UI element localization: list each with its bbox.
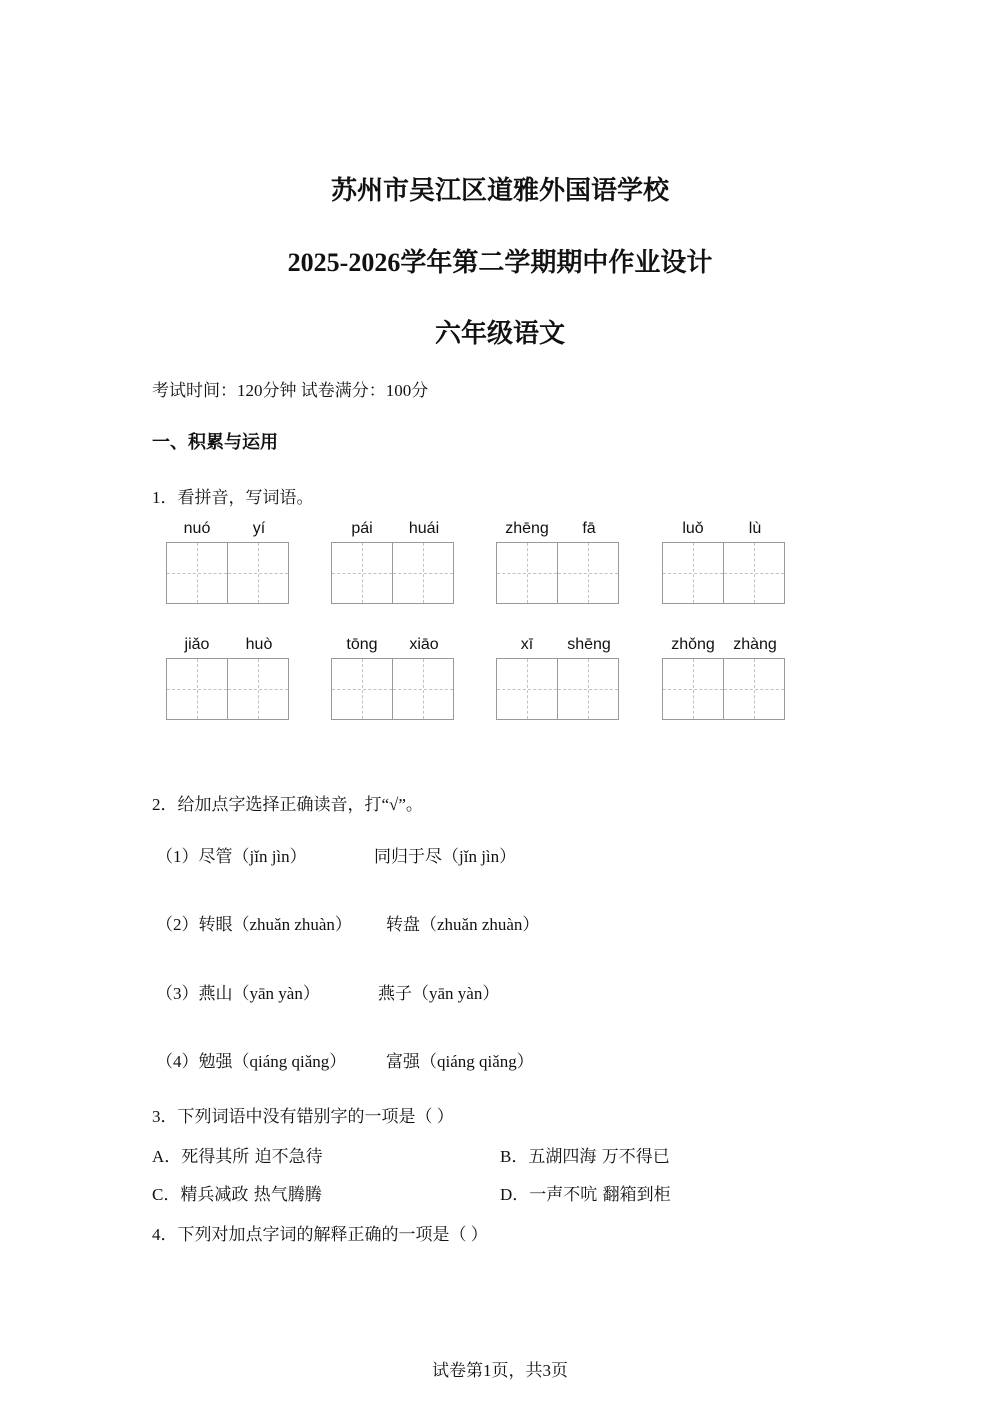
writing-cell[interactable] <box>166 542 228 604</box>
option-a[interactable] <box>152 1142 323 1167</box>
reading-choice[interactable]: （zhuǎn zhuàn） <box>232 915 352 934</box>
reading-item-4b <box>386 1047 534 1072</box>
writing-cell[interactable] <box>496 542 558 604</box>
reading-item-3 <box>156 979 320 1004</box>
pinyin-label: shēng <box>567 636 611 653</box>
section-heading: 一、积累与运用 <box>152 432 278 453</box>
pinyin-label: jiǎo <box>184 636 210 653</box>
pinyin-label: yí <box>252 520 266 537</box>
writing-cell[interactable] <box>557 658 619 720</box>
reading-item-1b <box>374 842 516 867</box>
reading-choice[interactable]: （jǐn jìn） <box>232 847 307 866</box>
reading-choice[interactable]: （qiáng qiǎng） <box>420 1052 534 1071</box>
writing-cell[interactable] <box>662 542 724 604</box>
reading-item-3b <box>378 979 499 1004</box>
word: 勉强 <box>198 1052 233 1072</box>
pinyin-label: fā <box>582 520 596 537</box>
term-title: 2025-2026学年第二学期期中作业设计 <box>287 248 713 277</box>
page-footer: 试卷第1页，共3页 <box>432 1361 568 1380</box>
writing-cell[interactable] <box>392 658 454 720</box>
writing-cell[interactable] <box>723 658 785 720</box>
pinyin-label: tōng <box>346 636 378 653</box>
school-title: 苏州市吴江区道雅外国语学校 <box>330 176 669 206</box>
writing-cell[interactable] <box>662 658 724 720</box>
writing-cell[interactable] <box>331 658 393 720</box>
pinyin-label: luǒ <box>682 520 704 537</box>
option-letter: D． <box>500 1185 530 1204</box>
writing-cell[interactable] <box>166 658 228 720</box>
word: 富强 <box>386 1052 420 1072</box>
pinyin-label: zhàng <box>733 636 777 653</box>
reading-choice[interactable]: （qiáng qiǎng） <box>232 1052 347 1071</box>
reading-item-2 <box>156 910 352 935</box>
word: 转眼 <box>198 915 233 935</box>
question-4-prompt: 4．下列对加点字词的解释正确的一项是（ ） <box>152 1225 488 1244</box>
item-number: （3） <box>156 984 199 1003</box>
writing-cell[interactable] <box>331 542 393 604</box>
word: 同归于尽 <box>374 847 442 867</box>
subject-title: 六年级语文 <box>434 319 565 349</box>
pinyin-label: huái <box>408 520 440 537</box>
item-number: （1） <box>156 847 199 866</box>
pinyin-label: zhǒng <box>671 636 715 653</box>
reading-item-2b <box>386 910 539 935</box>
option-text: 死得其所 迫不急待 <box>181 1147 323 1167</box>
question-2-prompt: 2．给加点字选择正确读音，打“√”。 <box>152 795 423 814</box>
option-text: 五湖四海 万不得已 <box>528 1147 670 1167</box>
pinyin-label: lù <box>748 520 762 537</box>
option-c[interactable] <box>152 1180 322 1205</box>
option-letter: B． <box>500 1147 529 1166</box>
pinyin-label: xiāo <box>409 636 439 653</box>
reading-choice[interactable]: （zhuǎn zhuàn） <box>420 915 540 934</box>
writing-cell[interactable] <box>392 542 454 604</box>
reading-choice[interactable]: （jǐn jìn） <box>442 847 517 866</box>
pinyin-label: zhēng <box>505 520 549 537</box>
pinyin-label: huò <box>245 636 273 653</box>
option-letter: C． <box>152 1185 181 1204</box>
writing-cell[interactable] <box>557 542 619 604</box>
word: 转盘 <box>386 915 420 935</box>
reading-choice[interactable]: （yān yàn） <box>412 984 500 1003</box>
option-letter: A． <box>152 1147 182 1166</box>
pinyin-label: nuó <box>183 520 211 537</box>
writing-cell[interactable] <box>227 542 289 604</box>
reading-item-4 <box>156 1047 346 1072</box>
option-b[interactable] <box>500 1142 670 1167</box>
pinyin-label: pái <box>351 520 373 537</box>
word: 尽管 <box>198 847 233 867</box>
writing-cell[interactable] <box>496 658 558 720</box>
option-text: 精兵减政 热气腾腾 <box>180 1185 322 1205</box>
pinyin-label: xī <box>520 636 534 653</box>
question-1-prompt: 1．看拼音，写词语。 <box>152 488 314 507</box>
writing-cell[interactable] <box>227 658 289 720</box>
item-number: （4） <box>156 1052 199 1071</box>
exam-info: 考试时间：120分钟 试卷满分：100分 <box>152 381 429 400</box>
word: 燕山 <box>198 984 233 1004</box>
option-text: 一声不吭 翻箱到柜 <box>529 1185 671 1205</box>
question-3-prompt: 3．下列词语中没有错别字的一项是（ ） <box>152 1107 454 1126</box>
reading-item-1 <box>156 842 307 867</box>
writing-cell[interactable] <box>723 542 785 604</box>
reading-choice[interactable]: （yān yàn） <box>232 984 320 1003</box>
item-number: （2） <box>156 915 199 934</box>
option-d[interactable] <box>500 1180 671 1205</box>
word: 燕子 <box>378 984 412 1004</box>
